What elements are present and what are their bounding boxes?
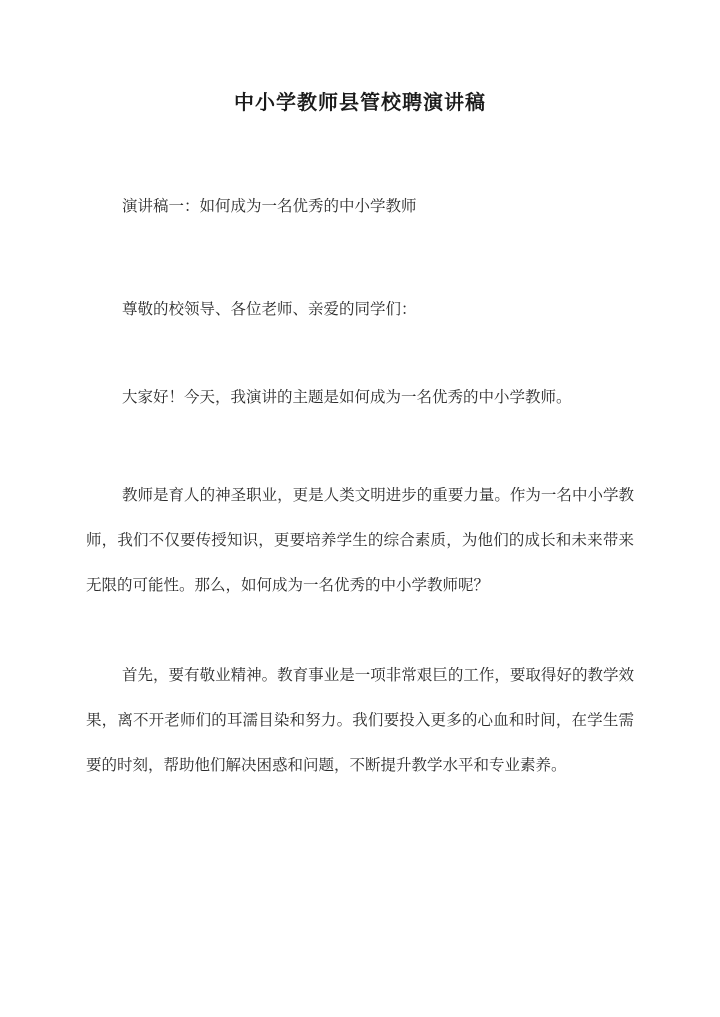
intro-paragraph: 大家好！今天，我演讲的主题是如何成为一名优秀的中小学教师。 (122, 388, 572, 406)
document-title: 中小学教师县管校聘演讲稿 (234, 90, 486, 114)
body-paragraph: 教师是育人的神圣职业，更是人类文明进步的重要力量。作为一名中小学教师，我们不仅要传授知识，更要培养学生的综合素质，为他们的成长和未来带来无限的可能性。那么，如何成为一名优秀的中小学教师呢？ (86, 486, 634, 594)
body-paragraph: 首先，要有敬业精神。教育事业是一项非常艰巨的工作，要取得好的教学效果，离不开老师们的耳濡目染和努力。我们要投入更多的心血和时间，在学生需要的时刻，帮助他们解决困惑和问题，不断提升教学水平和专业素养。 (86, 666, 634, 774)
speech-heading: 演讲稿一：如何成为一名优秀的中小学教师 (122, 197, 417, 215)
greeting-paragraph: 尊敬的校领导、各位老师、亲爱的同学们： (122, 300, 417, 318)
